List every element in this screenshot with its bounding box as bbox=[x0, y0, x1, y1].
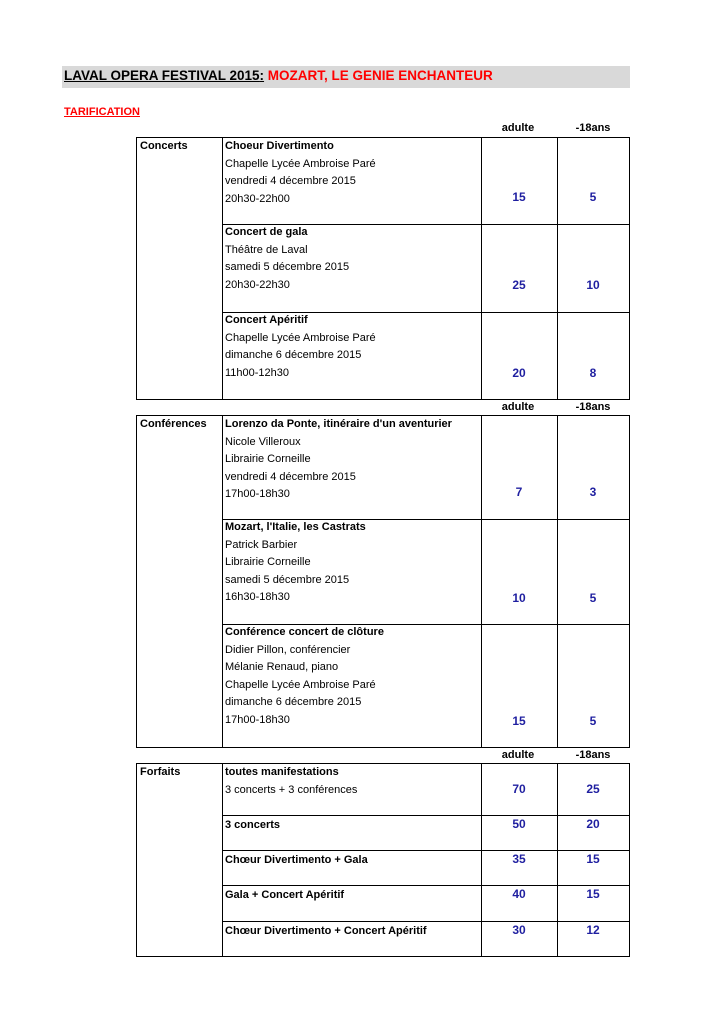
concert-title: Concert Apéritif bbox=[225, 314, 308, 326]
row-divider bbox=[222, 885, 629, 886]
col-header-adult: adulte bbox=[501, 401, 535, 413]
row-divider bbox=[222, 850, 629, 851]
price-minor: 5 bbox=[589, 591, 597, 605]
conference-detail: 16h30-18h30 bbox=[225, 591, 290, 604]
price-adult: 70 bbox=[512, 782, 526, 796]
page-title bbox=[64, 68, 493, 83]
title-festival: LAVAL OPERA FESTIVAL 2015 bbox=[64, 68, 260, 83]
conference-item bbox=[225, 416, 452, 504]
conference-detail: samedi 5 décembre 2015 bbox=[225, 573, 350, 586]
conference-detail: Librairie Corneille bbox=[225, 453, 311, 466]
forfait-title: 3 concerts bbox=[225, 819, 281, 831]
col-header-minor: -18ans bbox=[575, 749, 611, 761]
concert-title: Choeur Divertimento bbox=[225, 140, 334, 152]
price-adult: 25 bbox=[512, 278, 526, 292]
forfait-title: Chœur Divertimento + Concert Apéritif bbox=[225, 925, 427, 937]
conference-item bbox=[225, 624, 384, 730]
price-minor: 3 bbox=[589, 485, 597, 499]
price-minor: 25 bbox=[586, 782, 600, 796]
concert-detail: 20h30-22h00 bbox=[225, 192, 290, 205]
concert-item bbox=[225, 312, 376, 382]
concert-detail: Chapelle Lycée Ambroise Paré bbox=[225, 331, 376, 344]
row-divider bbox=[222, 815, 629, 816]
price-minor: 12 bbox=[586, 923, 600, 937]
conference-detail: Nicole Villeroux bbox=[225, 435, 301, 448]
divider bbox=[481, 138, 482, 399]
price-adult: 40 bbox=[512, 887, 526, 901]
concert-detail: dimanche 6 décembre 2015 bbox=[225, 349, 362, 362]
concert-detail: Chapelle Lycée Ambroise Paré bbox=[225, 157, 376, 170]
forfait-item bbox=[225, 764, 357, 799]
forfaits-table bbox=[136, 763, 630, 957]
price-minor: 20 bbox=[586, 817, 600, 831]
forfait-item bbox=[225, 923, 427, 941]
forfait-detail: 3 concerts + 3 conférences bbox=[225, 783, 358, 796]
divider bbox=[557, 416, 558, 747]
concert-detail: Théâtre de Laval bbox=[225, 243, 308, 256]
conferences-table bbox=[136, 415, 630, 748]
section-label-tarification: TARIFICATION bbox=[64, 106, 140, 118]
divider bbox=[481, 416, 482, 747]
col-header-minor: -18ans bbox=[575, 122, 611, 134]
divider bbox=[222, 764, 223, 956]
concert-title: Concert de gala bbox=[225, 226, 308, 238]
price-minor: 15 bbox=[586, 852, 600, 866]
price-adult: 15 bbox=[512, 190, 526, 204]
forfait-title: Gala + Concert Apéritif bbox=[225, 889, 345, 901]
conference-title: Mozart, l'Italie, les Castrats bbox=[225, 521, 366, 533]
conference-detail: Mélanie Renaud, piano bbox=[225, 661, 339, 674]
concert-detail: vendredi 4 décembre 2015 bbox=[225, 175, 356, 188]
category-label-concerts: Concerts bbox=[140, 140, 188, 152]
price-minor: 15 bbox=[586, 887, 600, 901]
title-subtitle: MOZART, LE GENIE ENCHANTEUR bbox=[264, 68, 493, 83]
concert-detail: 20h30-22h30 bbox=[225, 278, 290, 291]
price-minor: 5 bbox=[589, 714, 597, 728]
concert-item bbox=[225, 224, 349, 294]
concert-item bbox=[225, 138, 376, 208]
concert-detail: samedi 5 décembre 2015 bbox=[225, 261, 350, 274]
price-minor: 5 bbox=[589, 190, 597, 204]
col-header-minor: -18ans bbox=[575, 401, 611, 413]
category-label-conferences: Conférences bbox=[140, 418, 207, 430]
price-minor: 10 bbox=[586, 278, 600, 292]
divider bbox=[557, 138, 558, 399]
category-label-forfaits: Forfaits bbox=[140, 766, 181, 778]
conference-detail: vendredi 4 décembre 2015 bbox=[225, 470, 356, 483]
concerts-table bbox=[136, 137, 630, 400]
col-header-adult: adulte bbox=[501, 122, 535, 134]
price-adult: 20 bbox=[512, 366, 526, 380]
concert-detail: 11h00-12h30 bbox=[225, 366, 290, 379]
price-adult: 30 bbox=[512, 923, 526, 937]
conference-detail: 17h00-18h30 bbox=[225, 488, 290, 501]
forfait-title: toutes manifestations bbox=[225, 766, 339, 778]
conference-item bbox=[225, 519, 366, 607]
forfait-item bbox=[225, 887, 344, 905]
conference-detail: Librairie Corneille bbox=[225, 556, 311, 569]
conference-detail: Patrick Barbier bbox=[225, 538, 298, 551]
price-adult: 10 bbox=[512, 591, 526, 605]
divider bbox=[222, 138, 223, 399]
price-adult: 7 bbox=[515, 485, 523, 499]
forfait-title: Chœur Divertimento + Gala bbox=[225, 854, 368, 866]
price-minor: 8 bbox=[589, 366, 597, 380]
title-separator: : bbox=[259, 68, 265, 83]
col-header-adult: adulte bbox=[501, 749, 535, 761]
conference-title: Lorenzo da Ponte, itinéraire d'un aventurier bbox=[225, 418, 452, 430]
divider bbox=[222, 416, 223, 747]
price-adult: 15 bbox=[512, 714, 526, 728]
price-adult: 35 bbox=[512, 852, 526, 866]
row-divider bbox=[222, 921, 629, 922]
divider bbox=[481, 764, 482, 956]
forfait-item bbox=[225, 852, 368, 870]
price-adult: 50 bbox=[512, 817, 526, 831]
forfait-item bbox=[225, 817, 280, 835]
conference-title: Conférence concert de clôture bbox=[225, 626, 384, 638]
conference-detail: Didier Pillon, conférencier bbox=[225, 643, 351, 656]
conference-detail: Chapelle Lycée Ambroise Paré bbox=[225, 678, 376, 691]
conference-detail: dimanche 6 décembre 2015 bbox=[225, 696, 362, 709]
conference-detail: 17h00-18h30 bbox=[225, 713, 290, 726]
